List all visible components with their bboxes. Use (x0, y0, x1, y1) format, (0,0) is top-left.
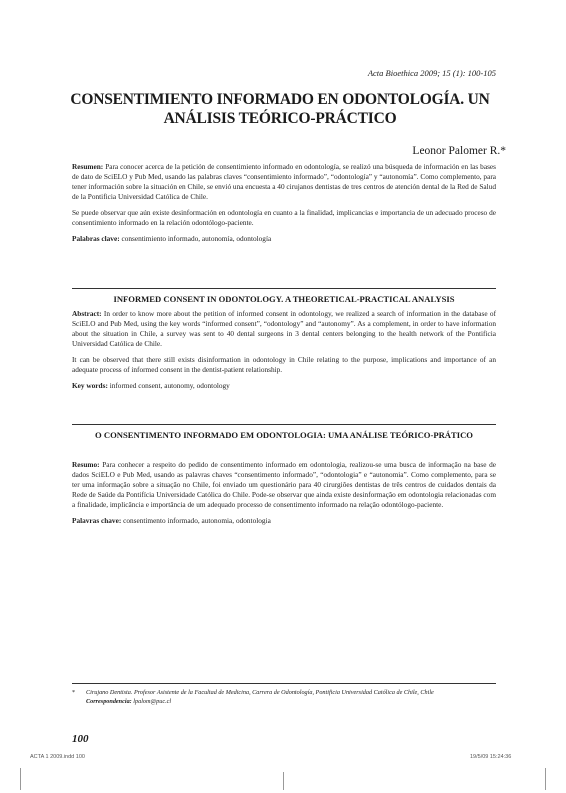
portuguese-keywords (72, 516, 496, 526)
spanish-keywords-text: consentimiento informado, autonomía, odontología (119, 234, 272, 243)
crop-mark-center (283, 772, 284, 790)
spanish-keywords (72, 234, 496, 244)
article-title: CONSENTIMIENTO INFORMADO EN ODONTOLOGÍA. UN ANÁLISIS TEÓRICO-PRÁCTICO (70, 91, 490, 127)
portuguese-abstract (72, 460, 496, 532)
spanish-paragraph-2: Se puede observar que aún existe desinformación en odontología en cuanto a la finalidad, implicancias e importancia de un adecuado proceso de consentimiento informado en la relación odontólogo-paciente. (72, 208, 496, 227)
english-abstract (72, 309, 496, 397)
english-keywords-label: Key words: (72, 381, 108, 390)
portuguese-abstract-paragraph (72, 460, 496, 510)
portuguese-section-title: O CONSENTIMENTO INFORMADO EM ODONTOLOGIA: UMA ANÁLISE TEÓRICO-PRÁTICO (95, 430, 473, 440)
english-section-title: INFORMED CONSENT IN ODONTOLOGY. A THEORETICAL-PRACTICAL ANALYSIS (113, 294, 455, 304)
spanish-abstract-label: Resumen: (72, 162, 104, 171)
spanish-abstract (72, 162, 496, 250)
author-name: Leonor Palomer R.* (412, 145, 506, 157)
spanish-abstract-text: Para conocer acerca de la petición de consentimiento informado en odontología, se realizó una búsqueda de información en las bases de dato de SciELO y Pub Med, usando las palabras claves “consentimiento informado”, “odontología” y “autonomía”. Como complemento, para tener información sobre la situación en Chile, se envió una encuesta a 40 cirujanos dentistas de tres centros de atención dental de la Red de Salud de la Pontificia Universidad Católica de Chile. (72, 162, 496, 201)
spanish-keywords-label: Palabras clave: (72, 234, 120, 243)
english-abstract-label: Abstract: (72, 309, 102, 318)
footnote-correspondence-label: Correspondencia: (86, 697, 132, 705)
footnote (72, 689, 496, 706)
english-abstract-paragraph (72, 309, 496, 349)
footnote-correspondence (86, 698, 496, 707)
english-keywords (72, 381, 496, 391)
footnote-marker: * (72, 689, 76, 696)
english-paragraph-2: It can be observed that there still exists disinformation in odontology in Chile relating to the purpose, implications and importance of an adequate process of informed consent in the dentist-patient relationship. (72, 355, 496, 374)
journal-reference: Acta Bioethica 2009; 15 (1): 100-105 (367, 68, 496, 78)
english-keywords-text: informed consent, autonomy, odontology (107, 381, 230, 390)
footnote-affiliation: Cirujano Dentista. Profesor Asistente de la Facultad de Medicina, Carrera de Odontología, Pontificia Universidad Católica de Chile, Chile (86, 689, 434, 696)
page-number: 100 (72, 733, 89, 745)
portuguese-section-rule (72, 424, 496, 425)
portuguese-keywords-label: Palavras chave: (72, 516, 122, 525)
portuguese-keywords-text: consentimento informado, autonomia, odontologia (121, 516, 271, 525)
portuguese-abstract-label: Resumo: (72, 460, 100, 469)
crop-mark-left (20, 768, 21, 790)
crop-mark-right (545, 768, 546, 790)
english-section-rule (72, 288, 496, 289)
portuguese-abstract-text: Para conhecer a respeito do pedido de consentimento informado em odontologia, realizou-se uma busca de informação na base de dados SciELO e Pub Med, usando as palavras chaves “consentimento informado”, “odontologia” e “autonomia”. Como complemento, para se ter uma informação sobre a situação no Chile, foi enviado um questionário para 40 cirurgiões dentistas de três centros de cuidados dentais da Rede de Saúde da Pontifícia Universidade Católica do Chile. Pode-se observar que ainda existe desinformação em odontologia relacionadas com a finalidade, implicância e importância de um adequado processo de consentimento informado na relação odontólogo-paciente. (72, 460, 496, 509)
print-slug-right: 19/5/09 15:24:36 (470, 754, 512, 760)
footnote-rule (72, 683, 496, 684)
english-abstract-text: In order to know more about the petition of informed consent in odontology, we realized a search of information in the database of SciELO and Pub Med, using the key words “informed consent”, “odontology” and “autonomy”. As a complement, in order to have information about the situation in Chile, a survey was sent to 40 dental surgeons in 3 dental centers belonging to the health network of the Pontificia Universidad Católica de Chile. (72, 309, 496, 348)
footnote-correspondence-email: lpalom@puc.cl (131, 697, 172, 705)
print-slug-left: ACTA 1 2009.indd 100 (30, 754, 85, 760)
spanish-abstract-paragraph (72, 162, 496, 202)
